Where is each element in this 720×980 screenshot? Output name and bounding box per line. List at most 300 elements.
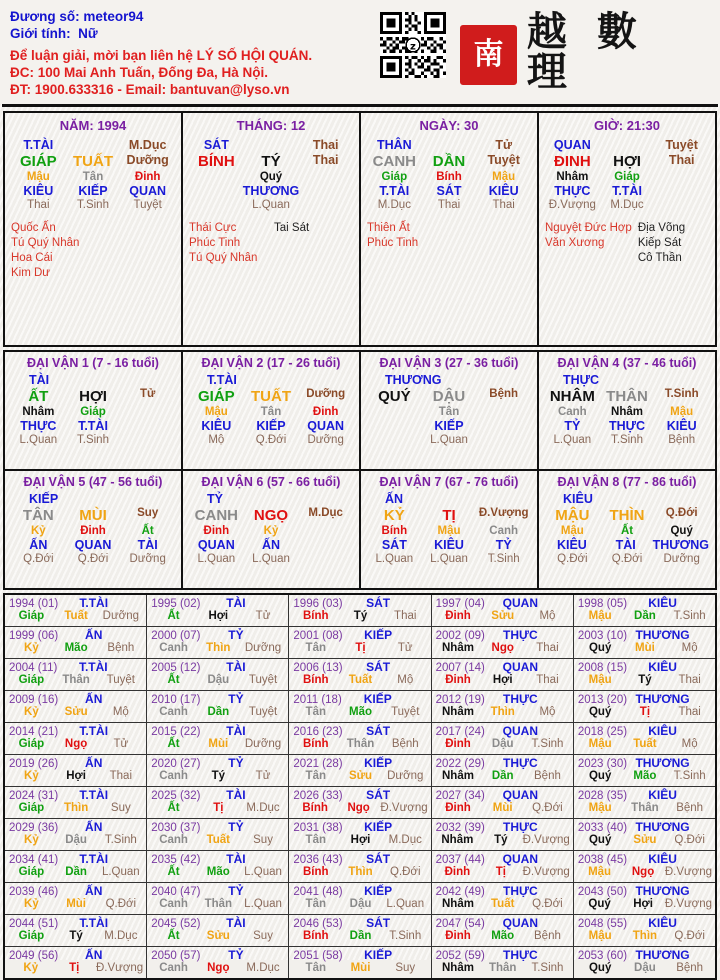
year-cell-branch: Thân: [346, 738, 375, 750]
year-cell-stem: Kỷ: [24, 770, 39, 782]
dai-van-main-row: [11, 388, 175, 405]
year-cell[interactable]: [574, 723, 715, 754]
year-cell-stage: Tuyệt: [248, 674, 278, 686]
year-cell-stem: Canh: [159, 962, 188, 974]
year-cell-stage: Đ.Vượng: [380, 802, 428, 814]
dai-van-stem-tengod: TỶ: [207, 492, 223, 506]
year-cell[interactable]: [5, 595, 147, 626]
dai-van-tengod: KIÊU: [666, 419, 697, 433]
dai-van-cell[interactable]: [539, 352, 715, 469]
pillar-year-branch: TUẤT: [73, 153, 113, 170]
dai-van-cell[interactable]: [5, 352, 183, 469]
dai-van-stage: [367, 434, 422, 446]
dai-van-title: ĐẠI VẬN 2 (17 - 26 tuổi): [201, 356, 341, 370]
brand-logo: [460, 8, 704, 98]
year-cell-branch: Hợi: [208, 610, 229, 622]
dai-van-tengod: KIÊU: [434, 538, 464, 552]
dai-van-hidden-row: [11, 525, 175, 537]
year-cell[interactable]: [432, 883, 574, 914]
year-cell-tengod: SÁT: [366, 724, 391, 738]
year-cell-stage: T.Sinh: [389, 930, 422, 942]
pillar-month-tengod-2: THƯƠNG: [242, 184, 300, 198]
year-cell-stem: Đinh: [445, 738, 471, 750]
year-cell[interactable]: [147, 723, 289, 754]
year-cell[interactable]: [289, 691, 431, 722]
year-cell-year: 2032 (39): [435, 822, 485, 834]
year-cell-year: 2008 (15): [577, 662, 628, 674]
year-cell-tengod: KIẾP: [364, 628, 393, 642]
year-cell[interactable]: [574, 883, 715, 914]
year-cell-branch: Hợi: [492, 674, 513, 686]
year-cell-stage: M.Dục: [246, 962, 280, 974]
dai-van-hidden-row: [545, 525, 709, 537]
year-cell-stage: Mộ: [539, 610, 556, 622]
pillar-hour-stage-3: [654, 199, 709, 211]
year-cell-stem: Bính: [302, 610, 329, 622]
year-cell-branch: Tị: [639, 706, 651, 718]
pillar-month-row-stages: [189, 199, 353, 211]
dai-van-stage-row: [367, 553, 531, 565]
pillar-day-stage-2: Thai: [437, 199, 461, 211]
year-table-row: [5, 691, 715, 723]
pillar-day-top-stage: Tử: [495, 138, 513, 152]
year-cell-stem: Bính: [302, 866, 329, 878]
year-cell[interactable]: [289, 851, 431, 882]
dai-van-tengod: TỶ: [564, 419, 581, 433]
pillar-month-hidden-1: [189, 171, 244, 183]
dai-van-stem: TÂN: [22, 507, 54, 524]
year-cell[interactable]: [432, 691, 574, 722]
year-cell-stem: Nhâm: [442, 770, 474, 782]
pillar-hour-stage-2: M.Dục: [610, 199, 644, 211]
dai-van-tengod: [367, 419, 422, 433]
star-item: Kim Dư: [11, 267, 51, 279]
dai-van-stage: T.Sinh: [77, 434, 109, 446]
year-cell-year: 2046 (53): [293, 918, 343, 930]
year-cell-stem: Quý: [588, 962, 612, 974]
star-item: Địa Võng: [637, 222, 686, 234]
year-cell-tengod: TÀI: [226, 852, 246, 866]
year-cell-year: 2037 (44): [435, 854, 485, 866]
year-cell-stage: Bệnh: [676, 802, 704, 814]
qr-code-icon[interactable]: [380, 12, 446, 78]
year-cell-tengod: THƯƠNG: [635, 948, 690, 962]
year-cell[interactable]: [574, 627, 715, 658]
dai-van-stem-tengod: THỰC: [563, 373, 600, 387]
pillar-year-top-stage: M.Dục: [128, 138, 167, 152]
year-cell-stage: T.Sinh: [531, 738, 564, 750]
dai-van-stage: L.Quan: [375, 553, 414, 565]
year-cell-stage: L.Quan: [244, 898, 282, 910]
dai-van-stage: L.Quan: [430, 553, 468, 565]
year-cell[interactable]: [5, 851, 147, 882]
pillar-day-hidden-2: Bính: [436, 171, 462, 183]
year-cell-year: 2042 (49): [435, 886, 485, 898]
promo-line-2: ĐC: 100 Mai Anh Tuấn, Đống Đa, Hà Nội.: [10, 65, 269, 80]
dai-van-tengod: THỰC: [20, 419, 57, 433]
dai-van-row-1: [5, 352, 715, 471]
dai-van-stem-tengod: THƯƠNG: [385, 373, 442, 387]
pillar-month-row-top: [189, 138, 353, 152]
dai-van-cell[interactable]: [361, 352, 539, 469]
year-cell-branch: Dần: [349, 930, 372, 942]
year-cell[interactable]: [5, 819, 147, 850]
dai-van-branch: MÙI: [79, 507, 107, 524]
year-cell[interactable]: [574, 947, 715, 978]
year-cell[interactable]: [574, 819, 715, 850]
pillar-month: [183, 113, 361, 345]
dai-van-tengod-row: [545, 419, 709, 433]
year-cell[interactable]: [432, 819, 574, 850]
year-cell-tengod: THỰC: [503, 884, 538, 898]
year-cell[interactable]: [147, 595, 289, 626]
pillar-day-row-stages: [367, 199, 531, 211]
year-cell-stem: Mậu: [588, 674, 612, 686]
dai-van-main-row: [11, 507, 175, 524]
pillar-hour-top-mid: [600, 138, 655, 152]
chart-id-value: meteor94: [83, 9, 144, 24]
year-cell[interactable]: [5, 883, 147, 914]
year-cell[interactable]: [574, 755, 715, 786]
pillar-year-row-stages: [11, 199, 175, 211]
pillar-year-label: NĂM:: [59, 118, 94, 133]
year-cell-branch: Hợi: [66, 770, 86, 782]
year-cell[interactable]: [5, 691, 147, 722]
year-cell[interactable]: [432, 915, 574, 946]
pillar-day-stage-1: M.Dục: [377, 199, 411, 211]
year-cell-branch: Mão: [491, 930, 515, 942]
year-cell-tengod: THỰC: [503, 628, 538, 642]
dai-van-hidden: Nhâm: [22, 406, 55, 418]
year-cell-year: 2024 (31): [9, 790, 59, 802]
dai-van-hidden: Ất: [141, 525, 154, 537]
year-cell-tengod: KIẾP: [364, 820, 393, 834]
year-cell-year: 2013 (20): [577, 694, 628, 706]
dai-van-hidden: Ất: [620, 525, 634, 537]
year-table-row: [5, 627, 715, 659]
pillar-hour-stem-tengod: QUAN: [553, 138, 591, 152]
pillar-day-label: NGÀY:: [419, 118, 461, 133]
header-text-block: [10, 8, 380, 104]
year-cell-tengod: THƯƠNG: [635, 820, 690, 834]
year-cell-year: 2028 (35): [577, 790, 628, 802]
year-cell-tengod: SÁT: [366, 596, 391, 610]
year-cell[interactable]: [5, 755, 147, 786]
year-cell-stem: Quý: [588, 770, 612, 782]
year-cell-year: 2000 (07): [151, 630, 201, 642]
dai-van-stage: Dưỡng: [663, 553, 700, 565]
dai-van-stem: CANH: [194, 507, 238, 524]
year-cell-year: 2035 (42): [151, 854, 201, 866]
dai-van-hidden-row: [367, 525, 531, 537]
year-cell[interactable]: [147, 755, 289, 786]
year-cell-tengod: TỶ: [228, 692, 244, 706]
year-cell-stem: Nhâm: [442, 642, 474, 654]
star-item: Tai Sát: [274, 222, 310, 234]
year-cell-branch: Tuất: [206, 834, 231, 846]
year-cell-tengod: THỰC: [503, 756, 538, 770]
star-item: Kiếp Sát: [637, 237, 682, 249]
dai-van-tengod-row: [367, 538, 531, 552]
year-cell-stage: T.Sinh: [531, 962, 564, 974]
year-cell-tengod: KIẾP: [364, 948, 393, 962]
dai-van-cell[interactable]: [183, 471, 361, 588]
year-cell-tengod: QUAN: [502, 724, 538, 738]
year-cell[interactable]: [289, 915, 431, 946]
year-cell-stage: L.Quan: [101, 866, 140, 878]
year-cell-stage: Q.Đới: [105, 898, 137, 910]
year-cell[interactable]: [147, 915, 289, 946]
dai-van-title: ĐẠI VẬN 4 (37 - 46 tuổi): [557, 356, 697, 370]
year-cell[interactable]: [147, 819, 289, 850]
year-cell-stage: Đ.Vượng: [522, 834, 570, 846]
year-cell-stem: Đinh: [445, 674, 471, 686]
year-cell-stage: Q.Đới: [532, 802, 563, 814]
dai-van-tengod: ẤN: [29, 538, 48, 552]
pillar-year-tengod-2: KIẾP: [78, 184, 108, 198]
year-cell-branch: Hợi: [633, 898, 653, 910]
year-cell-tengod: QUAN: [502, 660, 538, 674]
year-cell-branch: Tý: [211, 770, 226, 782]
year-cell[interactable]: [432, 851, 574, 882]
year-cell-tengod: T.TÀI: [78, 660, 108, 674]
year-cell-stem: Kỷ: [24, 898, 39, 910]
chart-id-line: [10, 8, 380, 25]
star-item: Hoa Cái: [11, 252, 53, 264]
year-cell-tengod: THƯƠNG: [635, 884, 690, 898]
year-cell-tengod: TỶ: [228, 628, 244, 642]
year-cell-year: 1998 (05): [577, 598, 628, 610]
year-cell-branch: Thìn: [63, 802, 89, 814]
year-table-row: [5, 723, 715, 755]
dai-van-hidden: [298, 525, 353, 537]
year-cell-stage: Mộ: [397, 674, 414, 686]
year-cell-branch: Mùi: [208, 738, 229, 750]
year-cell-stage: Q.Đới: [532, 898, 563, 910]
year-cell-stem: Mậu: [588, 738, 612, 750]
pillar-hour-row-tengods: [545, 184, 709, 198]
year-cell-stem: Quý: [588, 642, 612, 654]
star-item: Văn Xương: [545, 237, 605, 249]
year-cell[interactable]: [289, 787, 431, 818]
pillar-hour-stem: ĐINH: [554, 153, 591, 170]
dai-van-branch: TUẤT: [251, 388, 291, 405]
pillar-month-stage-3: [298, 199, 353, 211]
year-cell[interactable]: [147, 659, 289, 690]
year-cell-stage: Tử: [113, 738, 129, 750]
year-cell-branch: Dậu: [349, 898, 372, 910]
pillar-year-stars: [11, 221, 175, 281]
year-cell[interactable]: [574, 851, 715, 882]
year-cell-stage: Đ.Vượng: [664, 898, 713, 910]
year-cell-branch: Dần: [634, 610, 656, 622]
year-cell[interactable]: [5, 723, 147, 754]
dai-van-tengod: [298, 538, 353, 552]
pillar-day-row-hidden: [367, 171, 531, 183]
year-cell[interactable]: [289, 883, 431, 914]
dai-van-stem: GIÁP: [197, 388, 235, 405]
dai-van-cell[interactable]: [361, 471, 539, 588]
year-cell-tengod: QUAN: [502, 916, 538, 930]
year-table-row: [5, 883, 715, 915]
year-cell-stage: Mộ: [112, 706, 129, 718]
year-cell-branch: Thân: [631, 802, 659, 814]
year-cell-year: 2001 (08): [293, 630, 343, 642]
pillar-hour-value: 21:30: [626, 118, 661, 133]
year-cell-branch: Tị: [355, 642, 366, 654]
year-cell[interactable]: [574, 915, 715, 946]
year-cell[interactable]: [432, 723, 574, 754]
dai-van-title: ĐẠI VẬN 6 (57 - 66 tuổi): [201, 475, 341, 489]
dai-van-hidden: [367, 406, 422, 418]
pillar-month-branch-stage: Thai: [312, 153, 339, 167]
year-cell-stem: Quý: [588, 898, 611, 910]
year-cell[interactable]: [432, 755, 574, 786]
year-cell-branch: Tuất: [491, 898, 515, 910]
star-item: Thái Cực: [189, 222, 237, 234]
year-cell-tengod: ẤN: [85, 756, 103, 770]
year-cell-tengod: TÀI: [226, 596, 246, 610]
gender-value: Nữ: [78, 26, 98, 41]
year-cell[interactable]: [5, 627, 147, 658]
year-cell[interactable]: [5, 915, 147, 946]
pillar-year-top-mid: [66, 138, 121, 152]
year-cell[interactable]: [289, 755, 431, 786]
dai-van-tengod: TÀI: [137, 538, 158, 552]
pillar-hour-tengod-1: THỰC: [554, 184, 591, 198]
year-cell[interactable]: [5, 787, 147, 818]
year-cell-branch: Thìn: [490, 706, 515, 718]
year-cell-tengod: SÁT: [366, 916, 391, 930]
pillar-year-row-main: [11, 153, 175, 170]
year-cell-stem: Ất: [167, 930, 180, 942]
dai-van-branch-stage: T.Sinh: [664, 388, 699, 400]
dai-van-cell[interactable]: [5, 471, 183, 588]
pillar-month-stage-2: L.Quan: [252, 199, 290, 211]
year-cell[interactable]: [432, 595, 574, 626]
dai-van-stem: KỶ: [383, 507, 405, 524]
year-cell-tengod: T.TÀI: [79, 852, 109, 866]
pillar-day-branch-stage: Tuyệt: [487, 153, 520, 167]
year-cell-branch: Thân: [488, 962, 517, 974]
year-cell-stem: Nhâm: [442, 706, 474, 718]
year-cell-tengod: ẤN: [85, 820, 103, 834]
dai-van-stage: [298, 553, 353, 565]
pillar-day-branch: DẦN: [432, 153, 466, 170]
dai-van-cell[interactable]: [539, 471, 715, 588]
year-cell[interactable]: [147, 851, 289, 882]
year-cell-branch: Tý: [353, 610, 368, 622]
pillar-day-stem-tengod: THÂN: [376, 138, 412, 152]
year-cell-stage: Tử: [255, 770, 271, 782]
dai-van-cell[interactable]: [183, 352, 361, 469]
pillar-hour-hidden-3: [654, 171, 709, 183]
year-cell-stem: Giáp: [18, 802, 45, 814]
dai-van-main-row: [367, 388, 531, 405]
pillar-hour-stars: [545, 221, 709, 266]
year-cell-tengod: THỰC: [503, 948, 538, 962]
year-cell[interactable]: [432, 627, 574, 658]
year-cell-year: 2018 (25): [577, 726, 628, 738]
year-cell[interactable]: [432, 659, 574, 690]
year-cell[interactable]: [147, 947, 289, 978]
year-cell-tengod: KIÊU: [648, 596, 677, 610]
year-cell-year: 2007 (14): [435, 662, 485, 674]
year-cell-stem: Ất: [167, 610, 180, 622]
gender-line: [10, 25, 380, 42]
dai-van-stage: T.Sinh: [611, 434, 643, 446]
year-cell[interactable]: [289, 595, 431, 626]
year-cell-stem: Bính: [302, 802, 328, 814]
year-cell-stage: L.Quan: [386, 898, 425, 910]
year-cell[interactable]: [432, 947, 574, 978]
dai-van-hidden: Canh: [557, 406, 587, 418]
year-cell[interactable]: [289, 947, 431, 978]
pillar-hour-hidden-1: Nhâm: [556, 171, 589, 183]
year-cell[interactable]: [147, 787, 289, 818]
year-cell-tengod: TÀI: [226, 916, 246, 930]
dai-van-hidden: Kỷ: [263, 525, 279, 537]
year-cell[interactable]: [574, 787, 715, 818]
year-cell-stem: Giáp: [18, 930, 45, 942]
year-cell[interactable]: [147, 883, 289, 914]
year-cell-year: 2022 (29): [435, 758, 485, 770]
year-cell[interactable]: [289, 819, 431, 850]
year-cell[interactable]: [147, 691, 289, 722]
dai-van-branch-stage: Đ.Vượng: [478, 507, 529, 519]
year-cell-tengod: KIÊU: [648, 916, 677, 930]
dai-van-stem: ẤT: [28, 388, 49, 405]
year-cell-branch: Mão: [206, 866, 230, 878]
dai-van-tengod: THỰC: [608, 419, 646, 433]
year-cell-stem: Nhâm: [442, 898, 474, 910]
pillar-day-value: 30: [464, 118, 479, 133]
year-cell[interactable]: [147, 627, 289, 658]
year-cell-stage: Tuyệt: [106, 674, 135, 686]
dai-van-branch-stage: M.Dục: [308, 507, 343, 519]
year-cell[interactable]: [574, 595, 715, 626]
year-cell[interactable]: [289, 723, 431, 754]
year-cell[interactable]: [574, 691, 715, 722]
pillar-month-title: [189, 118, 353, 133]
pillar-day-tengod-1: T.TÀI: [379, 184, 410, 198]
year-cell[interactable]: [574, 659, 715, 690]
year-cell-branch: Ngọ: [207, 962, 230, 974]
year-cell[interactable]: [5, 947, 147, 978]
pillar-hour-hidden-2: Giáp: [614, 171, 640, 183]
year-cell-year: 2021 (28): [293, 758, 343, 770]
year-cell[interactable]: [432, 787, 574, 818]
year-cell-branch: Sửu: [491, 610, 515, 622]
pillar-year: [5, 113, 183, 345]
year-cell-stem: Canh: [159, 642, 188, 654]
pillar-year-stage-1: Thai: [27, 199, 50, 211]
year-cell[interactable]: [5, 659, 147, 690]
dai-van-branch: HỢI: [79, 388, 107, 405]
year-cell-stem: Ất: [167, 802, 180, 814]
dai-van-main-row: [367, 507, 531, 524]
year-cell-year: 2033 (40): [577, 822, 628, 834]
pillar-month-value: 12: [290, 118, 306, 133]
year-cell-tengod: THỰC: [503, 820, 538, 834]
dai-van-hidden: Đinh: [203, 525, 230, 537]
year-table-row: [5, 755, 715, 787]
year-cell-year: 2016 (23): [293, 726, 343, 738]
year-cell[interactable]: [289, 627, 431, 658]
year-cell[interactable]: [289, 659, 431, 690]
dai-van-branch: TỊ: [442, 507, 456, 524]
year-cell-branch: Thìn: [206, 642, 231, 654]
